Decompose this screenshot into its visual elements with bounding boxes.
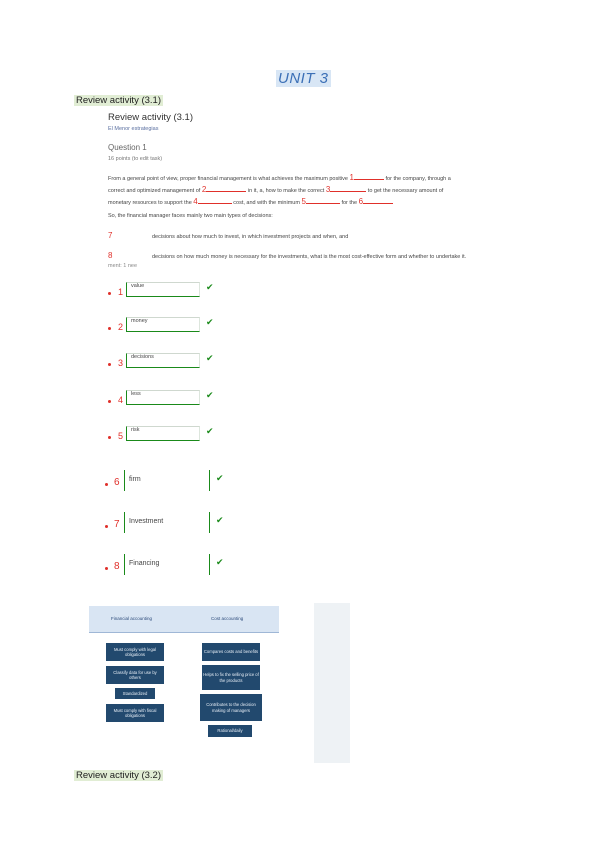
blank-number-5: 5: [301, 197, 306, 206]
check-icon: ✔: [206, 282, 214, 292]
paragraph-text: for the company, through a: [385, 176, 451, 182]
diagram-box-left-3: Standardized: [115, 688, 155, 699]
overflow-label: ment: 1 nee: [108, 263, 138, 269]
diagram-header: [89, 606, 279, 633]
check-icon: ✔: [206, 353, 214, 363]
check-icon: ✔: [216, 473, 224, 483]
bullet: [108, 400, 111, 403]
blank-number-3: 3: [325, 185, 331, 194]
answer-input-8[interactable]: Financing: [124, 554, 210, 575]
accounting-comparison-diagram: [86, 603, 350, 763]
bullet: [108, 327, 111, 330]
answer-number: 8: [114, 561, 120, 572]
diagram-box-right-4: Rational/daily: [208, 725, 252, 737]
blank-number-1: 1: [349, 173, 354, 182]
paragraph-text: to get the necessary amount of: [367, 188, 444, 194]
bullet: [105, 525, 108, 528]
bullet: [108, 436, 111, 439]
answer-input-2[interactable]: money: [126, 317, 200, 332]
check-icon: ✔: [206, 426, 214, 436]
answer-input-4[interactable]: less: [126, 390, 200, 405]
paragraph-line-1: [108, 174, 451, 183]
answer-input-5[interactable]: risk: [126, 426, 200, 441]
question-points: 16 points (to edit task): [108, 156, 163, 162]
bullet: [108, 292, 111, 295]
blank-number-4: 4: [193, 197, 198, 206]
paragraph-text: cost, and with the minimum: [233, 200, 300, 206]
answer-number: 7: [114, 519, 120, 530]
blank-number-6: 6: [358, 197, 364, 206]
bullet: [105, 483, 108, 486]
item-8-text: decisions on how much money is necessary for the investments, what is the most cost-effective form and whether to undertake it.: [152, 254, 467, 260]
answer-number: 6: [114, 477, 120, 488]
section-heading-3-1: Review activity (3.1): [76, 95, 161, 106]
diagram-left-header: Financial accounting: [111, 616, 153, 621]
answer-input-3[interactable]: decisions: [126, 353, 200, 368]
answer-number: 5: [118, 431, 124, 441]
paragraph-line-3: [108, 198, 393, 207]
diagram-box-left-2: Classify data for use by others: [106, 666, 164, 684]
diagram-right-header: Cost accounting: [211, 616, 244, 621]
answer-input-7[interactable]: Investment: [124, 512, 210, 533]
bullet: [105, 567, 108, 570]
check-icon: ✔: [216, 515, 224, 525]
section-heading-3-2: Review activity (3.2): [76, 770, 161, 781]
diagram-box-left-4: Must comply with fiscal obligations: [106, 704, 164, 722]
paragraph-line-2: [108, 186, 443, 195]
activity-subtitle: El Menor estrategias: [108, 126, 159, 132]
paragraph-text: in it, a, how to make the correct: [247, 188, 325, 194]
answer-number: 3: [118, 358, 124, 368]
diagram-box-right-1: Compares costs and benefits: [202, 643, 260, 661]
activity-title: Review activity (3.1): [108, 112, 193, 123]
paragraph-text: correct and optimized management of: [108, 188, 201, 194]
answer-number: 2: [118, 322, 124, 332]
answer-input-1[interactable]: value: [126, 282, 200, 297]
check-icon: ✔: [206, 317, 214, 327]
diagram-box-right-2: Helps to fix the selling price of the products: [202, 665, 260, 690]
answer-input-6[interactable]: firm: [124, 470, 210, 491]
question-title: Question 1: [108, 143, 147, 152]
answer-number: 1: [118, 287, 124, 297]
answer-number: 4: [118, 395, 124, 405]
paragraph-line-4: So, the financial manager faces mainly two main types of decisions:: [108, 213, 273, 219]
check-icon: ✔: [216, 557, 224, 567]
item-7-text: decisions about how much to invest, in which investment projects and when, and: [152, 234, 349, 240]
paragraph-text: From a general point of view, proper financial management is what achieves the maximum positive: [108, 176, 348, 182]
item-number-7: 7: [108, 231, 113, 240]
unit-title: UNIT 3: [278, 70, 329, 87]
check-icon: ✔: [206, 390, 214, 400]
paragraph-text: for the: [341, 200, 358, 206]
paragraph-text: monetary resources to support the: [108, 200, 192, 206]
item-number-8: 8: [108, 251, 113, 260]
blank-number-2: 2: [201, 185, 207, 194]
diagram-box-left-1: Must comply with legal obligations: [106, 643, 164, 661]
bullet: [108, 363, 111, 366]
diagram-box-right-3: Contributes to the decision making of managers: [200, 694, 262, 721]
